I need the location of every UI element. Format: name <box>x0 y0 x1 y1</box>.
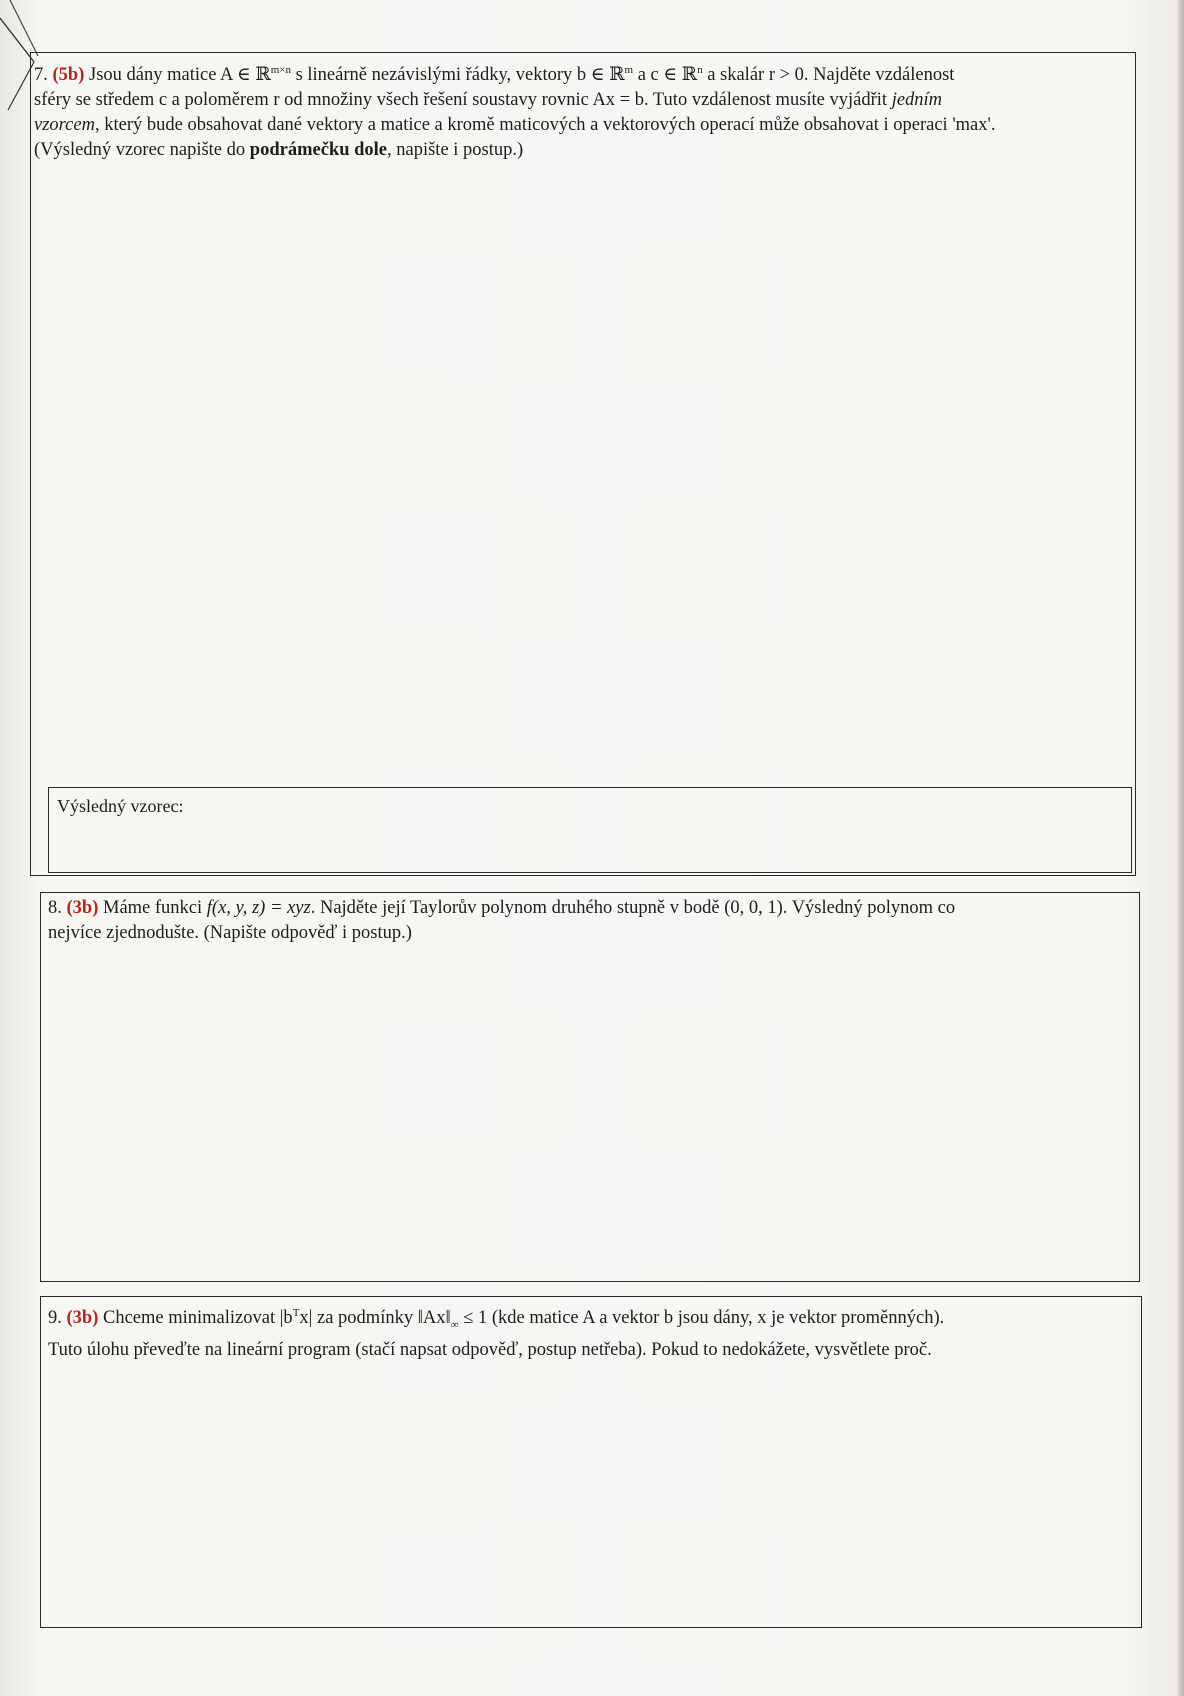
question-8-box[interactable] <box>40 892 1140 1282</box>
question-9-text: 9. (3b) Chceme minimalizovat $|b^Tx|$ za podmínky $‖Ax‖_\infty \le 1$ (kde matice A a vektor b jsou dány, x je vektor proměnných). Tuto úlohu převeďte na lineární program (stačí napsat odpověď, postup netřeba). Pokud to nedokážete, vysvětlete proč. <box>48 1307 945 1360</box>
question-number: 7. <box>34 65 48 86</box>
question-number: 8. <box>48 898 62 918</box>
paper-edge-shadow <box>1178 0 1184 1696</box>
question-7-answer-box[interactable] <box>48 787 1132 873</box>
function-formula: f(x, y, z) = xyz <box>206 898 311 918</box>
question-8-line2: nejvíce zjednodušte. (Napište odpověď i postup.) <box>48 923 412 943</box>
question-number: 9. <box>48 1308 62 1329</box>
answer-label: Výsledný vzorec: <box>57 796 184 816</box>
answer-subbox-reference: podrámečku dole <box>249 140 387 161</box>
points-badge: (3b) <box>66 898 99 918</box>
question-7-box <box>30 52 1136 876</box>
question-7-line3: , který bude obsahovat dané vektory a matice a kromě maticových a vektorových operací může obsahovat i operaci 'max'. <box>94 115 996 136</box>
question-8-text: 8. (3b) Máme funkci f(x, y, z) = xyz. Najděte její Taylorův polynom druhého stupně v bodě (0, 0, 1). Výsledný polynom co nejvíce zjednodušte. (Napište odpověď i postup.) <box>48 898 956 943</box>
question-7-line1: Jsou dány matice A ∈ ℝ <box>89 65 271 86</box>
points-badge: (5b) <box>52 65 85 86</box>
question-7-line2: sféry se středem c a poloměrem r od množiny všech řešení soustavy rovnic Ax = b. Tuto vzdálenost musíte vyjádřit <box>34 90 888 111</box>
question-9-line2: Tuto úlohu převeďte na lineární program (stačí napsat odpověď, postup netřeba). Pokud to nedokážete, vysvětlete proč. <box>48 1339 932 1360</box>
question-7-text: 7. (5b) Jsou dány matice A ∈ ℝ$^{m\times n}$ s lineárně nezávislými řádky, vektory b ∈ ℝ$^m$ a c ∈ ℝ$^n$ a skalár r > 0. Najděte vzdálenost sféry se středem c a poloměrem r od množiny všech řešení soustavy rovnic Ax = b. Tuto vzdálenost musíte vyjádřit jedním vzorcem, který bude obsahovat dané vektory a matice a kromě maticových a vektorových operací může obsahovat i operaci 'max'. (Výsledný vzorec napište do podrámečku dole, napište i postup.) <box>34 64 996 161</box>
points-badge: (3b) <box>66 1308 99 1329</box>
